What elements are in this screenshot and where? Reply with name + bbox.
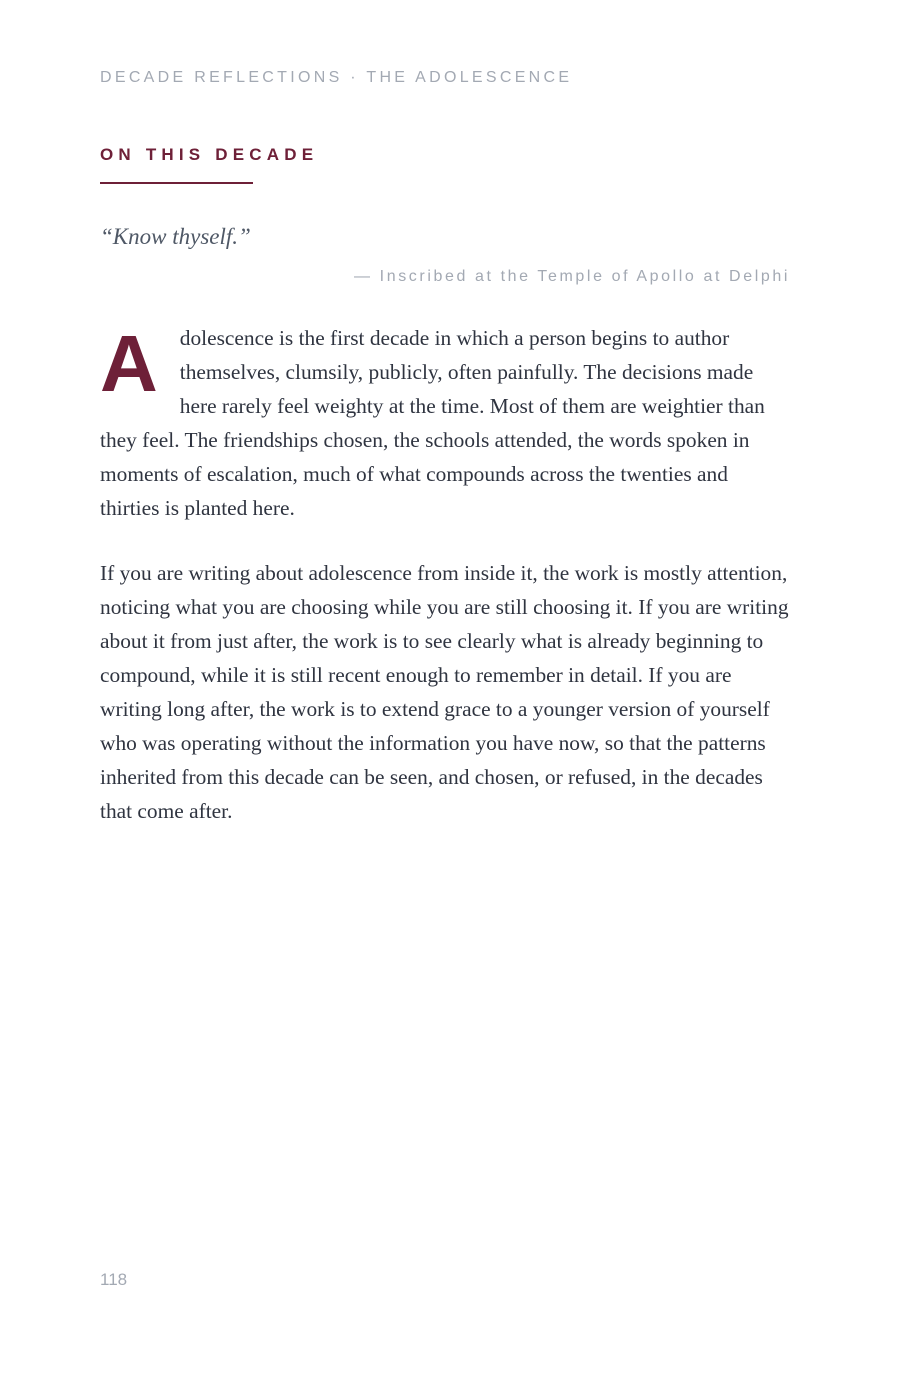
page: [100, 0, 800, 1378]
epigraph-attribution: — Inscribed at the Temple of Apollo at Delphi: [354, 268, 790, 285]
paragraph-1-text: dolescence is the first decade in which a person begins to author themselves, clumsily, publicly, often painfully. The decisions made here rarely feel weighty at the time. Most of them are weightier than they feel. The friendships chosen, the schools attended, the words spoken in moments of escalation, much of what compounds across the twenties and thirties is planted here.: [100, 326, 765, 520]
page-number: 118: [100, 1270, 128, 1289]
paragraph-2: If you are writing about adolescence from inside it, the work is mostly attention, noticing what you are choosing while you are still choosing it. If you are writing about it from just after, the work is to see clearly what is already beginning to compound, while it is still recent enough to remember in detail. If you are writing long after, the work is to extend grace to a younger version of yourself who was operating without the information you have now, so that the patterns inherited from this decade can be seen, and chosen, or refused, in the decades that come after.: [100, 561, 789, 823]
running-head: DECADE REFLECTIONS · THE ADOLESCENCE: [100, 69, 573, 86]
epigraph-quote: “Know thyself.”: [100, 224, 251, 249]
paragraph-1: [100, 321, 790, 525]
section-heading: ON THIS DECADE: [100, 145, 319, 164]
heading-rule: [100, 182, 253, 184]
drop-cap: A: [100, 319, 158, 408]
body-text: [100, 321, 790, 859]
